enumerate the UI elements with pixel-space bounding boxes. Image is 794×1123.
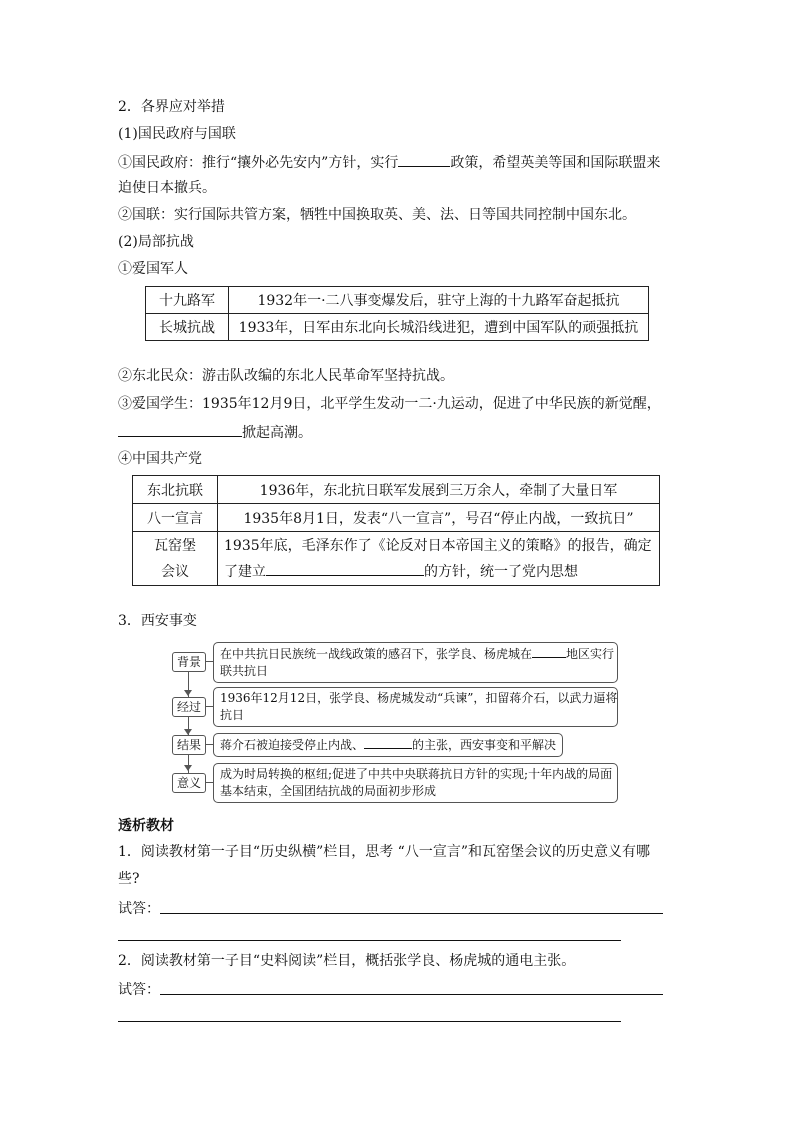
flow-connector [205, 744, 213, 745]
flow-text: 在中共抗日民族统一战线政策的感召下，张学良、杨虎城在 [220, 647, 533, 661]
table-cell-desc: 1933年，日军由东北向长城沿线进犯，遭到中国军队的顽强抵抗 [229, 314, 649, 341]
desc-line1: 1935年底，毛泽东作了《论反对日本帝国主义的策略》的报告，确定 [224, 537, 652, 554]
flow-connector [188, 671, 189, 774]
students-text: ③爱国学生：1935年12月9日，北平学生发动一二·九运动，促进了中华民族的新觉醒， [118, 396, 661, 412]
answer-line[interactable] [160, 913, 663, 914]
government-text-post: 政策，希望英美等国和国际联盟来 [450, 155, 661, 171]
question-2: 2．阅读教材第一子目“史料阅读”栏目，概括张学良、杨虎城的通电主张。 [118, 953, 576, 969]
ccp-title: ④中国共产党 [118, 451, 202, 467]
flow-text: 地区实行 [566, 647, 615, 661]
desc-line2 [224, 559, 653, 585]
students-text-line2 [118, 421, 312, 443]
flow-arrow [184, 690, 192, 696]
flow-arrow [184, 765, 192, 771]
flow-box-significance [213, 763, 618, 803]
fill-blank[interactable] [364, 736, 412, 749]
flow-box-line: 抗日 [220, 708, 245, 722]
flow-connector [205, 661, 213, 662]
flow-label-process: 经过 [172, 697, 206, 717]
table-cell-desc: 1932年一·二八事变爆发后，驻守上海的十九路军奋起抵抗 [229, 287, 649, 314]
subheading-local-resistance: (2)局部抗战 [118, 234, 194, 250]
table-row [133, 504, 660, 532]
answer-line[interactable] [160, 994, 663, 995]
table-row [146, 314, 649, 341]
table-cell-name: 十九路军 [146, 287, 229, 314]
flow-label-significance: 意义 [172, 773, 206, 793]
flow-text: 蒋介石被迫接受停止内战、 [220, 738, 365, 752]
government-text-pre: ①国民政府：推行“攘外必先安内”方针，实行 [118, 155, 399, 171]
name-line2: 会议 [161, 563, 189, 580]
flow-box-line: 1936年12月12日，张学良、杨虎城发动“兵谏”，扣留蒋介石，以武力逼将 [220, 691, 618, 705]
table-cell-name: 八一宣言 [133, 504, 218, 532]
table-cell-name: 长城抗战 [146, 314, 229, 341]
table-cell-desc [218, 532, 660, 586]
flow-connector [205, 782, 213, 783]
flow-box-line: 基本结束，全国团结抗战的局面初步形成 [220, 784, 437, 798]
desc-pre: 了建立 [224, 563, 266, 580]
table-cell-name [133, 532, 218, 586]
flow-text: 的主张，西安事变和平解决 [412, 738, 557, 752]
fill-blank[interactable] [118, 421, 242, 437]
table-cell-desc: 1935年8月1日，发表“八一宣言”，号召“停止内战，一致抗日” [218, 504, 660, 532]
answer-line[interactable] [118, 940, 621, 941]
xian-incident-heading: 3．西安事变 [118, 613, 197, 629]
table-row [133, 476, 660, 504]
patriotic-soldiers-title: ①爱国军人 [118, 261, 188, 277]
question-1-line2: 些? [118, 871, 140, 887]
table-cell-desc: 1936年，东北抗日联军发展到三万余人，牵制了大量日军 [218, 476, 660, 504]
ccp-table [132, 475, 660, 586]
answer-label: 试答： [118, 982, 160, 998]
desc-post: 的方针，统一了党内思想 [424, 563, 578, 580]
flow-box-process [213, 687, 618, 727]
answer-label: 试答： [118, 901, 160, 917]
flow-connector [205, 706, 213, 707]
flow-label-background: 背景 [172, 652, 206, 672]
soldiers-table [145, 286, 649, 341]
fill-blank[interactable] [532, 645, 566, 658]
flow-label-result: 结果 [172, 735, 206, 755]
northeast-people-text: ②东北民众：游击队改编的东北人民革命军坚持抗战。 [118, 368, 454, 384]
flow-box-line: 联共抗日 [220, 664, 269, 678]
analysis-title: 透析教材 [118, 818, 174, 834]
answer-line[interactable] [118, 1021, 621, 1022]
fill-blank[interactable] [398, 151, 450, 167]
flow-box-line: 成为时局转换的枢纽;促进了中共中央联蒋抗日方针的实现;十年内战的局面 [220, 767, 613, 781]
question-1: 1．阅读教材第一子目“历史纵横”栏目，思考 “八一宣言”和瓦窑堡会议的历史意义有哪 [118, 844, 650, 860]
name-line1: 瓦窑堡 [154, 537, 196, 554]
students-text-post: 掀起高潮。 [242, 425, 312, 441]
flow-box-line [220, 645, 615, 663]
flow-box-background [213, 642, 618, 683]
fill-blank[interactable] [266, 560, 424, 576]
flow-box-line [220, 736, 556, 754]
table-row [146, 287, 649, 314]
subheading-government-league: (1)国民政府与国联 [118, 126, 236, 142]
flow-box-result [213, 733, 563, 757]
table-row [133, 532, 660, 586]
government-policy-text-line2: 迫使日本撤兵。 [118, 180, 216, 196]
table-cell-name: 东北抗联 [133, 476, 218, 504]
league-text: ②国联：实行国际共管方案，牺牲中国换取英、美、法、日等国共同控制中国东北。 [118, 207, 636, 223]
section-heading: 2．各界应对举措 [118, 99, 225, 115]
government-policy-text [118, 151, 660, 173]
